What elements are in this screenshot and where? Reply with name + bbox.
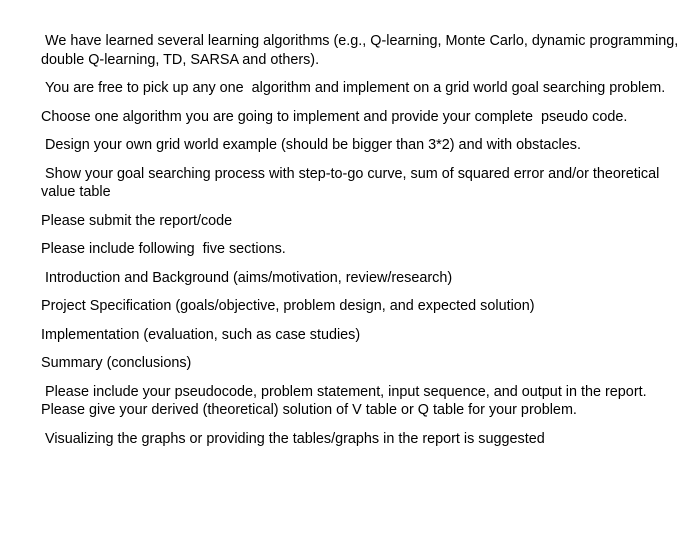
paragraph-design-grid-world: Design your own grid world example (should be bigger than 3*2) and with obstacles. [41,137,581,153]
paragraph-include-pseudocode: Please include your pseudocode, problem statement, input sequence, and output in the report. Please give your derived (theoretical) solution of V table or Q table for your problem. [41,383,651,418]
paragraph-visualizing-graphs: Visualizing the graphs or providing the tables/graphs in the report is suggested [41,430,545,447]
paragraph-five-sections: Please include following five sections. [41,241,286,257]
paragraph-submit-report: Please submit the report/code [41,212,233,229]
paragraph-choose-algorithm: Choose one algorithm you are going to implement and provide your complete pseudo code. [41,108,628,125]
section-implementation: Implementation (evaluation, such as case studies) [41,326,361,343]
paragraph-show-goal-searching: Show your goal searching process with step-to-go curve, sum of squared error and/or theoretical value table [41,165,664,200]
paragraph-free-choice: You are free to pick up any one algorithm and implement on a grid world goal searching problem. [41,80,666,96]
section-project-specification: Project Specification (goals/objective, problem design, and expected solution) [41,298,535,314]
section-introduction-background: Introduction and Background (aims/motivation, review/research) [41,269,453,286]
paragraph-algorithms-learned: We have learned several learning algorithms (e.g., Q-learning, Monte Carlo, dynamic programming, double Q-learning, TD, SARSA and others). [41,33,683,68]
document-body [41,32,681,448]
section-summary: Summary (conclusions) [41,355,192,371]
